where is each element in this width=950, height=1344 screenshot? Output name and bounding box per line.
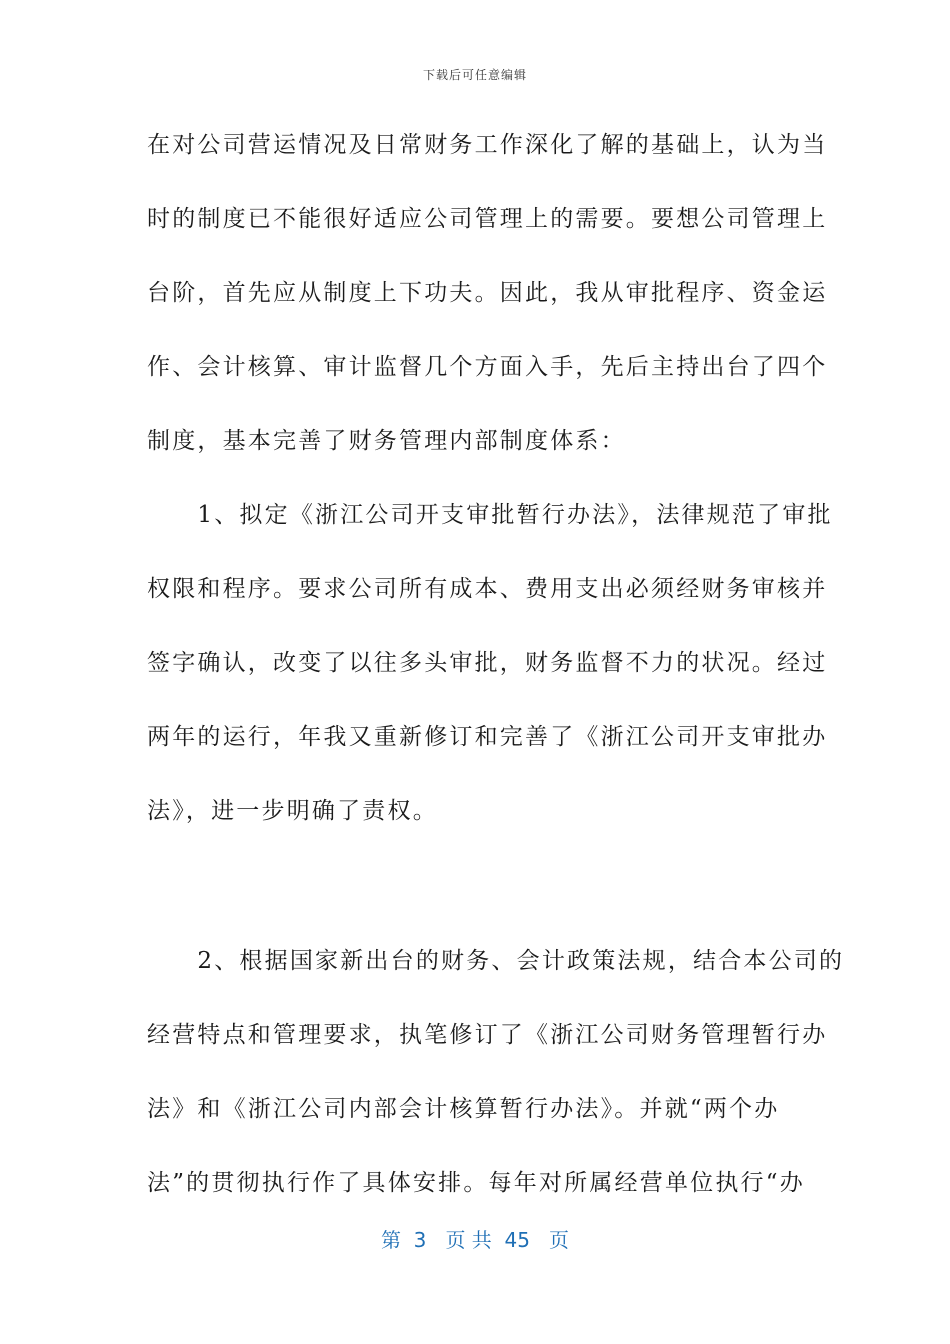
- text-line: 2、根据国家新出台的财务、会计政策法规，结合本公司的: [147, 948, 845, 974]
- text-line: 作、会计核算、审计监督几个方面入手，先后主持出台了四个: [147, 354, 828, 380]
- text-line: 两年的运行，年我又重新修订和完善了《浙江公司开支审批办: [147, 724, 828, 750]
- paragraph: [147, 495, 833, 865]
- text-line: 法》和《浙江公司内部会计核算暂行办法》。并就“两个办: [147, 1096, 780, 1122]
- text-line: 权限和程序。要求公司所有成本、费用支出必须经财务审核并: [147, 576, 828, 602]
- document-body: [147, 125, 845, 1237]
- page-number-footer: 第 3 页 共 45 页: [380, 1228, 570, 1252]
- paragraph-gap: [147, 865, 807, 941]
- text-line: 签字确认，改变了以往多头审批，财务监督不力的状况。经过: [147, 650, 828, 676]
- text-line: 在对公司营运情况及日常财务工作深化了解的基础上，认为当: [147, 132, 828, 158]
- paragraph: [147, 941, 845, 1237]
- text-line: 法”的贯彻执行作了具体安排。每年对所属经营单位执行“办: [147, 1170, 805, 1196]
- text-line: 经营特点和管理要求，执笔修订了《浙江公司财务管理暂行办: [147, 1022, 828, 1048]
- text-line: 法》，进一步明确了责权。: [147, 798, 438, 824]
- page-header: 下载后可任意编辑: [422, 68, 527, 82]
- text-line: 制度，基本完善了财务管理内部制度体系：: [147, 428, 626, 454]
- paragraph: [147, 125, 828, 495]
- text-line: 1、拟定《浙江公司开支审批暂行办法》，法律规范了审批: [147, 502, 833, 528]
- text-line: 时的制度已不能很好适应公司管理上的需要。要想公司管理上: [147, 206, 828, 232]
- text-line: 台阶，首先应从制度上下功夫。因此，我从审批程序、资金运: [147, 280, 828, 306]
